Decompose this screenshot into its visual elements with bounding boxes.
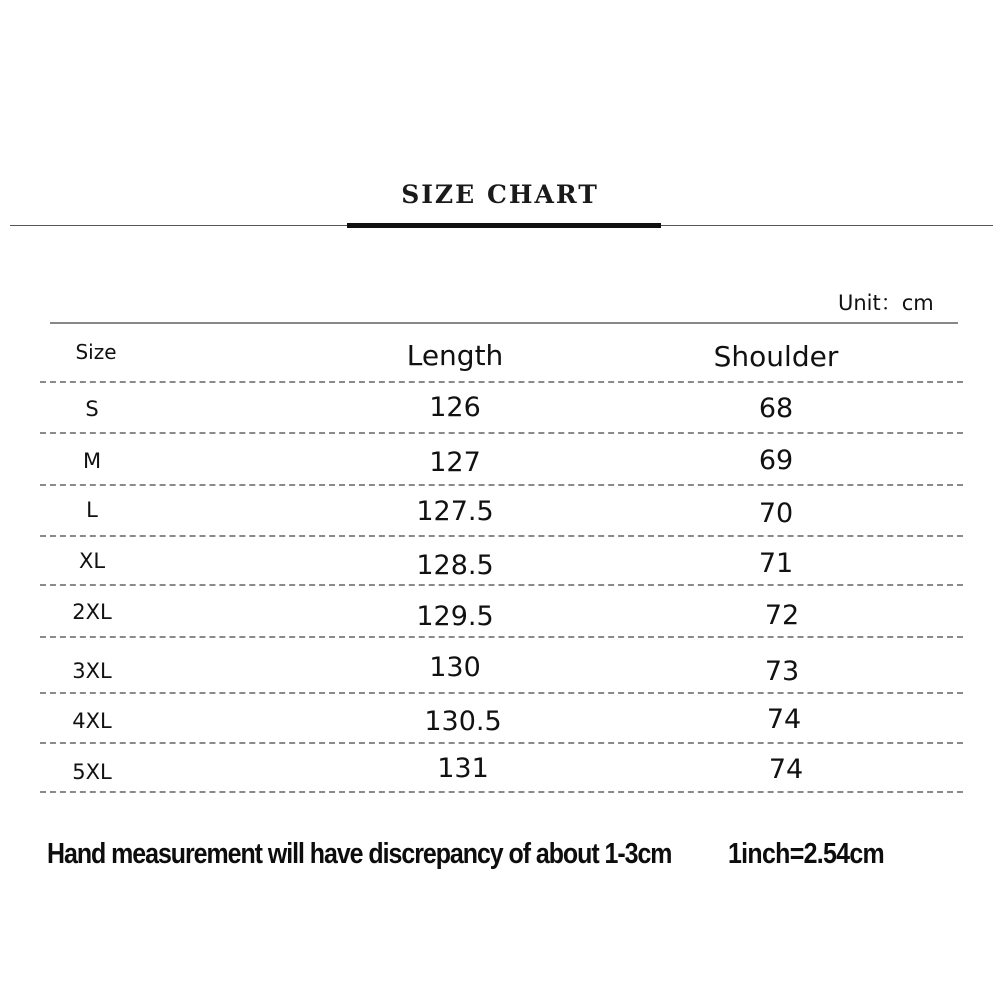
row-length: 127 [429,447,481,478]
row-length: 130.5 [424,706,502,737]
table-row [0,495,1000,547]
row-divider [40,432,963,434]
table-top-divider [50,322,958,324]
row-divider [40,692,963,694]
size-chart-title: SIZE CHART [401,180,599,209]
inch-conversion-note: 1inch=2.54cm [728,838,885,870]
row-divider [40,742,963,744]
row-length: 127.5 [416,496,494,527]
table-row [0,703,1000,755]
row-shoulder: 73 [764,656,800,687]
measurement-discrepancy-note: Hand measurement will have discrepancy of about 1-3cm [47,838,672,870]
row-shoulder: 69 [758,445,794,476]
row-length: 126 [429,392,481,423]
row-divider [40,381,963,383]
unit-label: Unit：cm [838,291,934,315]
table-row [0,445,1000,497]
table-row [0,753,1000,805]
row-divider [40,584,963,586]
row-shoulder: 70 [758,498,794,529]
row-size: 2XL [72,600,112,624]
row-divider [40,636,963,638]
row-shoulder: 71 [758,548,794,579]
row-size: 5XL [72,760,112,784]
row-size: S [85,397,99,421]
row-size: 4XL [72,709,112,733]
table-row [0,392,1000,444]
table-row [0,546,1000,598]
row-size: L [86,498,98,522]
row-shoulder: 74 [766,704,802,735]
row-divider [40,535,963,537]
row-length: 129.5 [416,601,494,632]
row-shoulder: 72 [764,600,800,631]
row-divider [40,484,963,486]
row-size: M [82,449,102,473]
table-row [0,650,1000,702]
row-shoulder: 68 [758,393,794,424]
header-shoulder: Shoulder [713,340,839,373]
row-size: XL [78,549,106,573]
row-length: 131 [437,753,489,784]
table-row [0,597,1000,649]
title-underline-accent [347,223,661,228]
header-size: Size [75,340,117,364]
row-shoulder: 74 [768,754,804,785]
row-length: 130 [429,652,481,683]
row-length: 128.5 [416,550,494,581]
row-divider [40,791,963,793]
row-size: 3XL [72,659,112,683]
header-length: Length [406,339,504,372]
